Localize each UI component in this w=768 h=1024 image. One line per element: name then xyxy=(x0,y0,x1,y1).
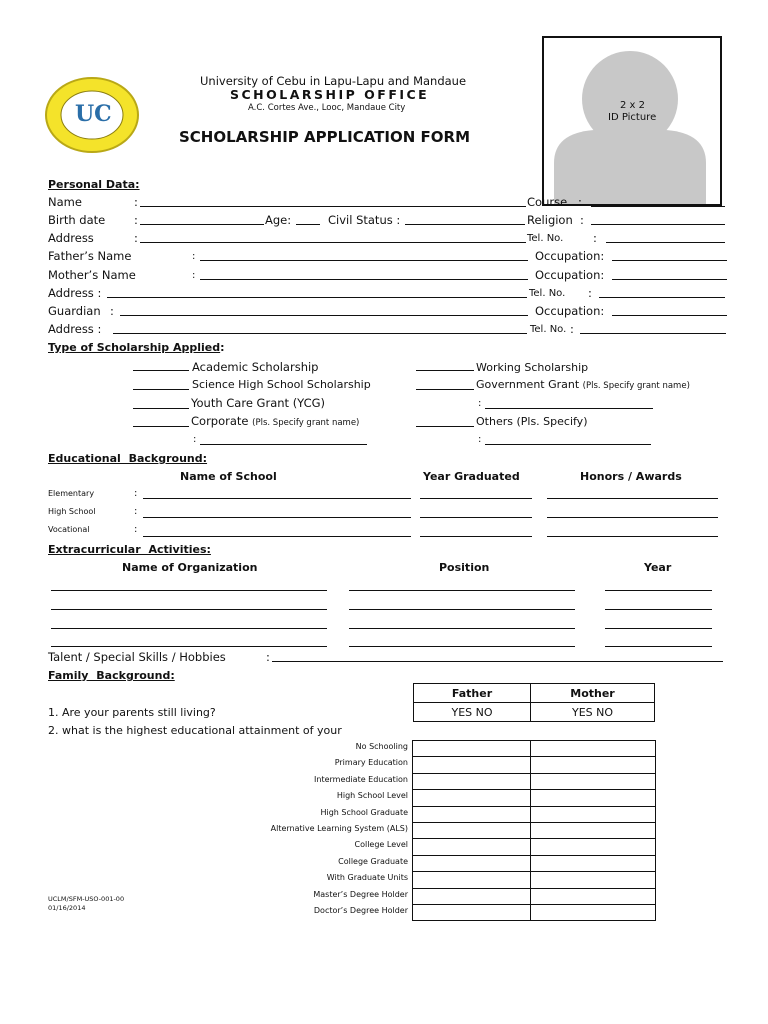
id-picture-size: 2 x 2 xyxy=(620,100,645,111)
education-level-label: Master’s Degree Holder xyxy=(313,889,408,899)
course-field[interactable] xyxy=(591,206,725,207)
name-label: Name xyxy=(48,195,82,209)
education-level-label: College Level xyxy=(354,840,408,850)
fathers-name-label: Father’s Name xyxy=(48,249,132,263)
position-field-4[interactable] xyxy=(349,646,575,647)
education-heading: Educational Background: xyxy=(48,452,208,465)
father-level-cell[interactable] xyxy=(413,839,531,855)
government-option xyxy=(476,378,690,391)
mother-level-cell[interactable] xyxy=(531,872,656,888)
colon: : xyxy=(134,488,138,499)
colon: : xyxy=(478,434,482,445)
corporate-note: (Pls. Specify grant name) xyxy=(252,418,360,428)
name-field[interactable] xyxy=(140,206,526,207)
father-level-cell[interactable] xyxy=(413,773,531,789)
year-field-1[interactable] xyxy=(605,590,712,591)
corporate-grant-name-field[interactable] xyxy=(200,444,367,445)
mothers-name-label: Mother’s Name xyxy=(48,268,136,282)
education-level-row xyxy=(413,839,656,855)
others-specify-field[interactable] xyxy=(485,444,651,445)
office-address: A.C. Cortes Ave., Looc, Mandaue City xyxy=(248,103,406,113)
others-option: Others (Pls. Specify) xyxy=(476,415,588,428)
guardian-address-label: Address : xyxy=(48,322,102,336)
colon: : xyxy=(266,650,270,664)
birth-date-label: Birth date xyxy=(48,213,106,227)
position-field-1[interactable] xyxy=(349,590,575,591)
father-level-cell[interactable] xyxy=(413,822,531,838)
mother-level-cell[interactable] xyxy=(531,822,656,838)
parents-address-label: Address : xyxy=(48,286,102,300)
working-checkbox-line[interactable] xyxy=(416,370,474,371)
government-checkbox-line[interactable] xyxy=(416,389,474,390)
guardian-tel-no-field[interactable] xyxy=(580,333,726,334)
education-level-row xyxy=(413,741,656,757)
father-occupation-field[interactable] xyxy=(612,260,727,261)
colon: : xyxy=(134,506,138,517)
science-option: Science High School Scholarship xyxy=(192,378,371,391)
education-level-label: High School Graduate xyxy=(320,807,408,817)
talent-label: Talent / Special Skills / Hobbies xyxy=(48,650,226,664)
colon: : xyxy=(580,213,584,227)
fathers-name-field[interactable] xyxy=(200,260,528,261)
year-field-3[interactable] xyxy=(605,628,712,629)
father-yes-no[interactable]: YES NO xyxy=(414,703,531,722)
guardian-label: Guardian xyxy=(48,304,101,318)
position-field-3[interactable] xyxy=(349,628,575,629)
high-school-label: High School xyxy=(48,507,96,516)
science-checkbox-line[interactable] xyxy=(133,389,189,390)
age-field[interactable] xyxy=(296,224,320,225)
education-col-honors: Honors / Awards xyxy=(580,470,682,483)
mother-level-cell[interactable] xyxy=(531,790,656,806)
father-col-header: Father xyxy=(414,684,531,703)
academic-option: Academic Scholarship xyxy=(192,360,319,374)
org-field-2[interactable] xyxy=(51,609,327,610)
mother-level-cell[interactable] xyxy=(531,757,656,773)
father-level-cell[interactable] xyxy=(413,888,531,904)
extracurricular-col-org: Name of Organization xyxy=(122,561,258,574)
corporate-label: Corporate xyxy=(191,414,249,428)
year-field-2[interactable] xyxy=(605,609,712,610)
education-level-row xyxy=(413,822,656,838)
colon: : xyxy=(570,322,574,336)
government-grant-name-field[interactable] xyxy=(485,408,653,409)
mother-col-header: Mother xyxy=(531,684,655,703)
education-level-row xyxy=(413,773,656,789)
mothers-name-field[interactable] xyxy=(200,279,528,280)
colon: : xyxy=(588,286,592,300)
guardian-address-field[interactable] xyxy=(113,333,527,334)
government-label: Government Grant xyxy=(476,378,580,391)
elementary-label: Elementary xyxy=(48,489,95,498)
course-label: Course xyxy=(527,195,568,209)
vocational-year-field[interactable] xyxy=(420,536,532,537)
mother-occupation-label: Occupation: xyxy=(535,268,605,282)
form-code: UCLM/SFM-USO-001-00 xyxy=(48,895,125,903)
education-level-row xyxy=(413,904,656,920)
corporate-checkbox-line[interactable] xyxy=(133,426,189,427)
year-field-4[interactable] xyxy=(605,646,712,647)
education-level-label: With Graduate Units xyxy=(326,873,408,883)
org-field-4[interactable] xyxy=(51,646,327,647)
form-title: SCHOLARSHIP APPLICATION FORM xyxy=(179,128,470,146)
extracurricular-col-year: Year xyxy=(644,561,672,574)
extracurricular-col-position: Position xyxy=(439,561,490,574)
mother-level-cell[interactable] xyxy=(531,806,656,822)
parents-tel-no-field[interactable] xyxy=(599,297,725,298)
education-level-label: Intermediate Education xyxy=(314,774,408,784)
education-level-row xyxy=(413,855,656,871)
office-name: SCHOLARSHIP OFFICE xyxy=(230,87,430,102)
tel-no-label: Tel. No. xyxy=(527,233,564,244)
parents-living-table xyxy=(413,683,655,722)
father-level-cell[interactable] xyxy=(413,872,531,888)
address-label: Address xyxy=(48,231,94,245)
education-level-label: No Schooling xyxy=(355,742,408,751)
question-education-attainment: 2. what is the highest educational attainment of your xyxy=(48,724,342,737)
colon: : xyxy=(220,341,225,354)
birth-date-field[interactable] xyxy=(140,224,264,225)
colon: : xyxy=(578,195,582,209)
civil-status-field[interactable] xyxy=(405,224,525,225)
youth-option: Youth Care Grant (YCG) xyxy=(191,396,326,410)
colon: : xyxy=(110,304,114,318)
guardian-tel-no-label: Tel. No. xyxy=(530,324,567,335)
mother-level-cell[interactable] xyxy=(531,855,656,871)
guardian-field[interactable] xyxy=(120,315,528,316)
father-level-cell[interactable] xyxy=(413,790,531,806)
parents-tel-no-label: Tel. No. xyxy=(529,288,566,299)
guardian-occupation-field[interactable] xyxy=(612,315,727,316)
colon: : xyxy=(134,195,138,209)
education-level-row xyxy=(413,757,656,773)
logo-text: UC xyxy=(75,101,112,127)
elementary-school-field[interactable] xyxy=(143,498,411,499)
father-level-cell[interactable] xyxy=(413,741,531,757)
personal-data-heading: Personal Data: xyxy=(48,178,140,191)
parents-address-field[interactable] xyxy=(107,297,527,298)
working-option: Working Scholarship xyxy=(476,361,589,374)
family-heading: Family Background: xyxy=(48,669,175,682)
id-picture-box[interactable] xyxy=(542,36,722,206)
others-checkbox-line[interactable] xyxy=(416,426,474,427)
elementary-year-field[interactable] xyxy=(420,498,532,499)
father-level-cell[interactable] xyxy=(413,757,531,773)
mother-level-cell[interactable] xyxy=(531,839,656,855)
mother-yes-no[interactable]: YES NO xyxy=(531,703,655,722)
org-field-3[interactable] xyxy=(51,628,327,629)
father-level-cell[interactable] xyxy=(413,806,531,822)
education-level-row xyxy=(413,790,656,806)
youth-checkbox-line[interactable] xyxy=(133,408,189,409)
education-col-year: Year Graduated xyxy=(423,470,520,483)
colon: : xyxy=(192,251,196,262)
id-picture-label: ID Picture xyxy=(608,112,657,123)
mother-level-cell[interactable] xyxy=(531,773,656,789)
question-parents-living: 1. Are your parents still living? xyxy=(48,706,216,719)
mother-level-cell[interactable] xyxy=(531,904,656,920)
scholarship-heading-text: Type of Scholarship Applied xyxy=(48,341,221,354)
education-level-row xyxy=(413,888,656,904)
corporate-option xyxy=(191,414,359,428)
address-field[interactable] xyxy=(140,242,526,243)
father-occupation-label: Occupation: xyxy=(535,249,605,263)
high-school-school-field[interactable] xyxy=(143,517,411,518)
education-level-label: Primary Education xyxy=(334,758,408,768)
elementary-honors-field[interactable] xyxy=(547,498,718,499)
scholarship-heading xyxy=(48,341,225,354)
mother-level-cell[interactable] xyxy=(531,741,656,757)
extracurricular-heading: Extracurricular Activities: xyxy=(48,543,211,556)
government-note: (Pls. Specify grant name) xyxy=(582,381,690,391)
colon: : xyxy=(192,270,196,281)
education-level-label: Doctor’s Degree Holder xyxy=(313,906,408,915)
academic-checkbox-line[interactable] xyxy=(133,370,189,371)
talent-field[interactable] xyxy=(272,661,723,662)
religion-field[interactable] xyxy=(591,224,725,225)
colon: : xyxy=(134,231,138,245)
position-field-2[interactable] xyxy=(349,609,575,610)
education-level-label: College Graduate xyxy=(338,856,408,866)
civil-status-label: Civil Status : xyxy=(328,213,401,227)
university-name: University of Cebu in Lapu-Lapu and Mandaue xyxy=(200,74,467,88)
colon: : xyxy=(134,524,138,535)
age-label: Age: xyxy=(265,213,292,227)
colon: : xyxy=(193,434,197,445)
education-level-row xyxy=(413,806,656,822)
father-level-cell[interactable] xyxy=(413,904,531,920)
mother-occupation-field[interactable] xyxy=(612,279,727,280)
colon: : xyxy=(134,213,138,227)
tel-no-field[interactable] xyxy=(606,242,725,243)
vocational-school-field[interactable] xyxy=(143,536,411,537)
high-school-year-field[interactable] xyxy=(420,517,532,518)
university-logo xyxy=(44,76,140,154)
education-level-label: Alternative Learning System (ALS) xyxy=(270,824,408,833)
education-level-row xyxy=(413,872,656,888)
high-school-honors-field[interactable] xyxy=(547,517,718,518)
education-col-school: Name of School xyxy=(180,470,277,483)
mother-level-cell[interactable] xyxy=(531,888,656,904)
form-date: 01/16/2014 xyxy=(48,904,86,912)
father-level-cell[interactable] xyxy=(413,855,531,871)
vocational-label: Vocational xyxy=(48,525,90,534)
colon: : xyxy=(478,398,482,409)
colon: : xyxy=(593,231,597,245)
education-attainment-table xyxy=(412,740,656,921)
guardian-occupation-label: Occupation: xyxy=(535,304,605,318)
education-level-label: High School Level xyxy=(336,791,408,801)
org-field-1[interactable] xyxy=(51,590,327,591)
religion-label: Religion xyxy=(527,213,573,227)
vocational-honors-field[interactable] xyxy=(547,536,718,537)
